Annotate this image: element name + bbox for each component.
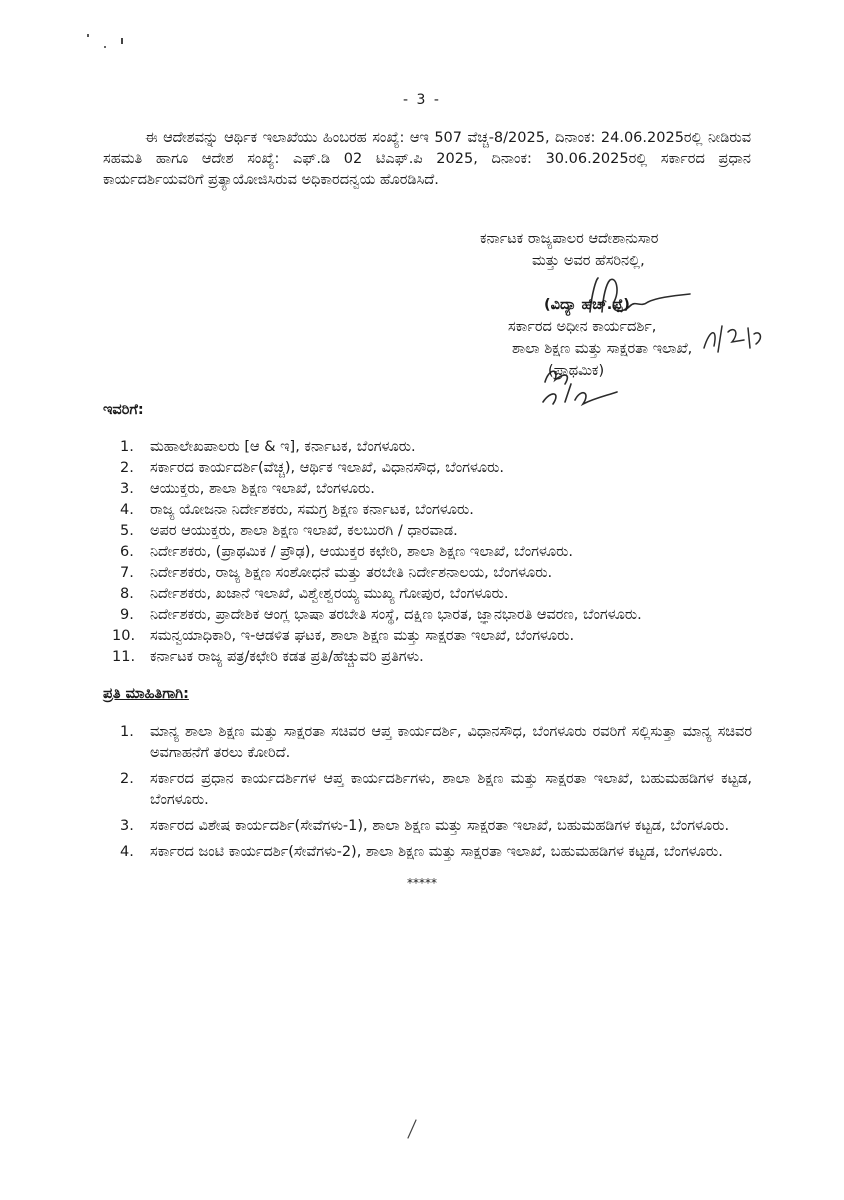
stray-pen-mark (404, 1118, 420, 1140)
scan-speck (87, 34, 89, 37)
list-item (120, 769, 752, 811)
intro-paragraph: ಈ ಆದೇಶವನ್ನು ಆರ್ಥಿಕ ಇಲಾಖೆಯು ಹಿಂಬರಹ ಸಂಖ್ಯೆ: ಆಇ 507 ವೆಚ್ಚ-8/2025, ದಿನಾಂಕ: 24.06.2025ರಲ್ಲಿ ನೀಡಿರುವ ಸಹಮತಿ ಹಾಗೂ ಆದೇಶ ಸಂಖ್ಯೆ: ಎಫ್.ಡಿ 02 ಟಿಎಫ್.ಪಿ 2025, ದಿನಾಂಕ: 30.06.2025ರಲ್ಲಿ ಸರ್ಕಾರದ ಪ್ರಧಾನ ಕಾರ್ಯದರ್ಶಿಯವರಿಗೆ ಪ್ರತ್ಯಾಯೋಜಿಸಿರುವ ಅಧಿಕಾರದನ್ವಯ ಹೊರಡಿಸಿದೆ. (103, 130, 751, 188)
item-text: ನಿರ್ದೇಶಕರು, ರಾಜ್ಯ ಶಿಕ್ಷಣ ಸಂಶೋಧನೆ ಮತ್ತು ತರಬೇತಿ ನಿರ್ದೇಶನಾಲಯ, ಬೆಂಗಳೂರು. (150, 565, 553, 581)
copy-heading: ಪ್ರತಿ ಮಾಹಿತಿಗಾಗಿ: (103, 686, 189, 702)
item-text: ಸರ್ಕಾರದ ಪ್ರಧಾನ ಕಾರ್ಯದರ್ಶಿಗಳ ಆಪ್ತ ಕಾರ್ಯದರ್ಶಿಗಳು, ಶಾಲಾ ಶಿಕ್ಷಣ ಮತ್ತು ಸಾಕ್ಷರತಾ ಇಲಾಖೆ, ಬಹುಮಹಡಿಗಳ ಕಟ್ಟಡ, ಬೆಂಗಳೂರು. (150, 771, 752, 808)
end-mark: ***** (407, 876, 437, 890)
list-item (120, 522, 752, 541)
list-item (112, 648, 752, 667)
item-number: 10. (112, 628, 136, 644)
authority-line-1: ಕರ್ನಾಟಕ ರಾಜ್ಯಪಾಲರ ಆದೇಶಾನುಸಾರ (480, 231, 659, 247)
item-number: 1. (120, 724, 134, 740)
scan-speck (121, 38, 123, 44)
signatory-designation: ಸರ್ಕಾರದ ಅಧೀನ ಕಾರ್ಯದರ್ಶಿ, (508, 319, 657, 335)
item-number: 11. (112, 649, 136, 665)
list-item (120, 585, 752, 604)
authority-block (480, 228, 780, 272)
scan-speck (104, 46, 106, 48)
item-number: 4. (120, 844, 134, 860)
authority-line-2: ಮತ್ತು ಅವರ ಹೆಸರಿನಲ್ಲಿ, (532, 253, 645, 269)
to-heading: ಇವರಿಗೆ: (103, 402, 144, 418)
list-item (112, 627, 752, 646)
item-number: 3. (120, 481, 134, 497)
item-text: ನಿರ್ದೇಶಕರು, (ಪ್ರಾಥಮಿಕ / ಪ್ರೌಢ), ಆಯುಕ್ತರ ಕಛೇರಿ, ಶಾಲಾ ಶಿಕ್ಷಣ ಇಲಾಖೆ, ಬೆಂಗಳೂರು. (150, 544, 573, 560)
list-item (120, 606, 752, 625)
list-item (120, 816, 752, 837)
signatory-wing: (ಪ್ರಾಥಮಿಕ) (548, 363, 605, 379)
item-number: 2. (120, 460, 134, 476)
item-number: 2. (120, 771, 134, 787)
item-number: 6. (120, 544, 134, 560)
item-number: 9. (120, 607, 134, 623)
list-item (120, 543, 752, 562)
list-item (120, 842, 752, 863)
item-number: 8. (120, 586, 134, 602)
item-text: ಅಪರ ಆಯುಕ್ತರು, ಶಾಲಾ ಶಿಕ್ಷಣ ಇಲಾಖೆ, ಕಲಬುರಗಿ / ಧಾರವಾಡ. (150, 523, 458, 539)
item-text: ಕರ್ನಾಟಕ ರಾಜ್ಯ ಪತ್ರ/ಕಛೇರಿ ಕಡತ ಪ್ರತಿ/ಹೆಚ್ಚುವರಿ ಪ್ರತಿಗಳು. (150, 649, 424, 665)
item-text: ಮಾನ್ಯ ಶಾಲಾ ಶಿಕ್ಷಣ ಮತ್ತು ಸಾಕ್ಷರತಾ ಸಚಿವರ ಆಪ್ತ ಕಾರ್ಯದರ್ಶಿ, ವಿಧಾನಸೌಧ, ಬೆಂಗಳೂರು ರವರಿಗೆ ಸಲ್ಲಿಸುತ್ತಾ ಮಾನ್ಯ ಸಚಿವರ ಅವಗಾಹನೆಗೆ ತರಲು ಕೋರಿದೆ. (150, 724, 752, 761)
item-number: 5. (120, 523, 134, 539)
item-number: 7. (120, 565, 134, 581)
item-text: ಸರ್ಕಾರದ ಕಾರ್ಯದರ್ಶಿ(ವೆಚ್ಚ), ಆರ್ಥಿಕ ಇಲಾಖೆ, ವಿಧಾನಸೌಧ, ಬೆಂಗಳೂರು. (150, 460, 504, 476)
page-number: - 3 - (403, 92, 441, 108)
item-text: ಸರ್ಕಾರದ ಜಂಟಿ ಕಾರ್ಯದರ್ಶಿ(ಸೇವೆಗಳು-2), ಶಾಲಾ ಶಿಕ್ಷಣ ಮತ್ತು ಸಾಕ್ಷರತಾ ಇಲಾಖೆ, ಬಹುಮಹಡಿಗಳ ಕಟ್ಟಡ, ಬೆಂಗಳೂರು. (150, 844, 723, 860)
item-text: ನಿರ್ದೇಶಕರು, ಪ್ರಾದೇಶಿಕ ಆಂಗ್ಲ ಭಾಷಾ ತರಬೇತಿ ಸಂಸ್ಥೆ, ದಕ್ಷಿಣ ಭಾರತ, ಜ್ಞಾನಭಾರತಿ ಆವರಣ, ಬೆಂಗಳೂರು. (150, 607, 642, 623)
item-text: ನಿರ್ದೇಶಕರು, ಖಜಾನೆ ಇಲಾಖೆ, ವಿಶ್ವೇಶ್ವರಯ್ಯ ಮುಖ್ಯ ಗೋಪುರ, ಬೆಂಗಳೂರು. (150, 586, 509, 602)
list-item (120, 480, 752, 499)
signature-block (500, 294, 800, 382)
item-number: 1. (120, 439, 134, 455)
list-item (120, 722, 752, 764)
copy-list (120, 722, 752, 868)
to-list (112, 438, 752, 669)
list-item (120, 459, 752, 478)
item-text: ರಾಜ್ಯ ಯೋಜನಾ ನಿರ್ದೇಶಕರು, ಸಮಗ್ರ ಶಿಕ್ಷಣ ಕರ್ನಾಟಕ, ಬೆಂಗಳೂರು. (150, 502, 474, 518)
item-text: ಮಹಾಲೇಖಪಾಲರು [ಆ & ಇ], ಕರ್ನಾಟಕ, ಬೆಂಗಳೂರು. (150, 439, 416, 455)
list-item (120, 438, 752, 457)
item-text: ಸಮನ್ವಯಾಧಿಕಾರಿ, ಇ-ಆಡಳಿತ ಘಟಕ, ಶಾಲಾ ಶಿಕ್ಷಣ ಮತ್ತು ಸಾಕ್ಷರತಾ ಇಲಾಖೆ, ಬೆಂಗಳೂರು. (150, 628, 575, 644)
item-number: 3. (120, 818, 134, 834)
item-number: 4. (120, 502, 134, 518)
signatory-name: (ವಿದ್ಯಾ ಹೆಚ್.ಪ್ಪೆ) (544, 297, 630, 313)
item-text: ಆಯುಕ್ತರು, ಶಾಲಾ ಶಿಕ್ಷಣ ಇಲಾಖೆ, ಬೆಂಗಳೂರು. (150, 481, 375, 497)
list-item (120, 501, 752, 520)
item-text: ಸರ್ಕಾರದ ವಿಶೇಷ ಕಾರ್ಯದರ್ಶಿ(ಸೇವೆಗಳು-1), ಶಾಲಾ ಶಿಕ್ಷಣ ಮತ್ತು ಸಾಕ್ಷರತಾ ಇಲಾಖೆ, ಬಹುಮಹಡಿಗಳ ಕಟ್ಟಡ, ಬೆಂಗಳೂರು. (150, 818, 730, 834)
list-item (120, 564, 752, 583)
signatory-department: ಶಾಲಾ ಶಿಕ್ಷಣ ಮತ್ತು ಸಾಕ್ಷರತಾ ಇಲಾಖೆ, (512, 341, 693, 357)
